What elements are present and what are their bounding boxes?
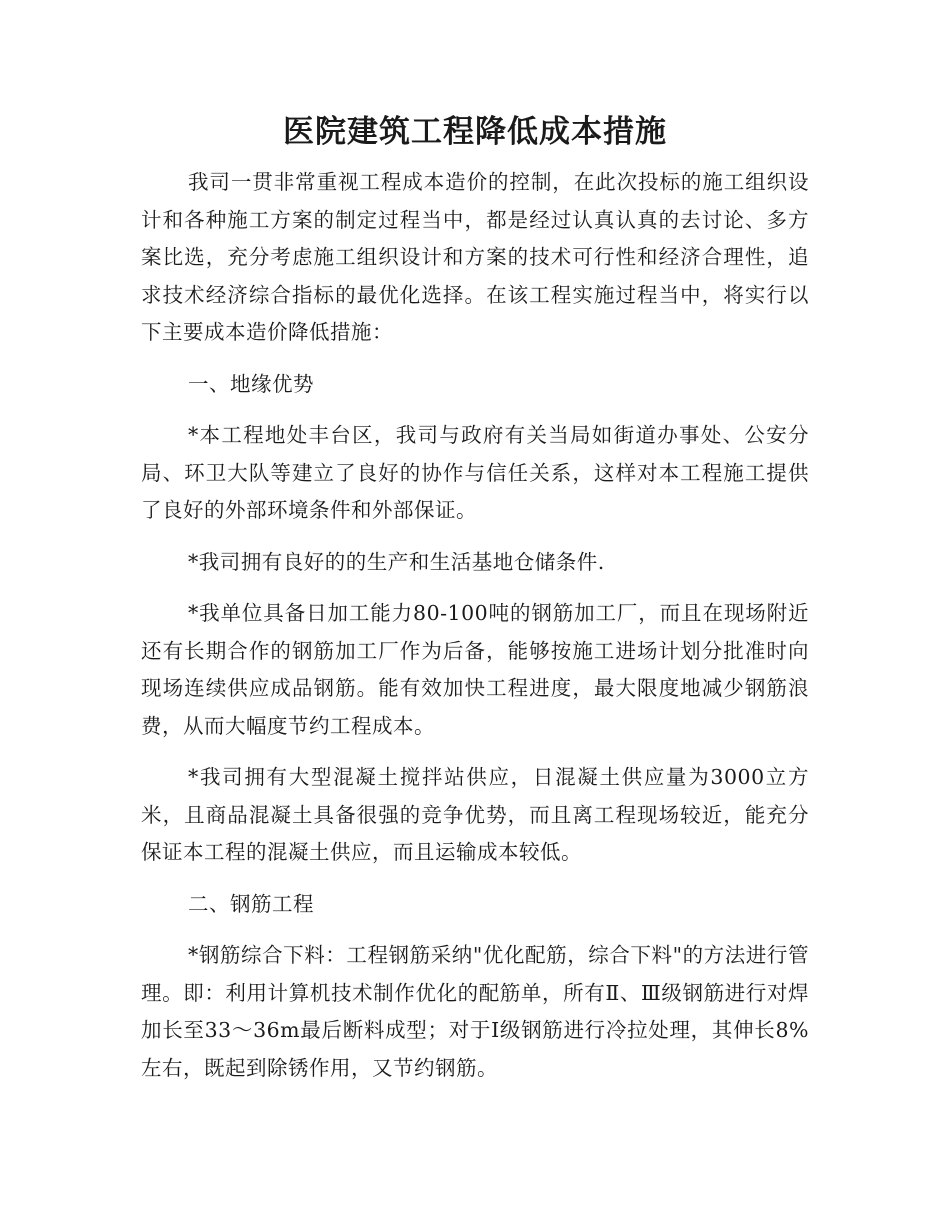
- section-heading-rebar: 二、钢筋工程: [188, 891, 314, 916]
- document-body: [141, 164, 809, 1101]
- bullet-paragraph: *我司拥有良好的的生产和生活基地仓储条件.: [188, 549, 605, 574]
- bullet-paragraph: *我单位具备日加工能力80-100吨的钢筋加工厂，而且在现场附近还有长期合作的钢筋加工厂作为后备，能够按施工进场计划分批准时向现场连续供应成品钢筋。能有效加快工程进度，最大限度地减少钢筋浪费，从而大幅度节约工程成本。: [141, 601, 809, 738]
- bullet-paragraph: *本工程地处丰台区，我司与政府有关当局如街道办事处、公安分局、环卫大队等建立了良好的协作与信任关系，这样对本工程施工提供了良好的外部环境条件和外部保证。: [141, 423, 809, 522]
- bullet-paragraph: *钢筋综合下料：工程钢筋采纳"优化配筋，综合下料"的方法进行管理。即：利用计算机技术制作优化的配筋单，所有Ⅱ、Ⅲ级钢筋进行对焊加长至33～36m最后断料成型；对于Ⅰ级钢筋进行冷拉处理，其伸长8%左右，既起到除锈作用，又节约钢筋。: [141, 943, 809, 1080]
- bullet-paragraph: *我司拥有大型混凝土搅拌站供应，日混凝土供应量为3000立方米，且商品混凝土具备很强的竞争优势，而且离工程现场较近，能充分保证本工程的混凝土供应，而且运输成本较低。: [141, 765, 809, 864]
- intro-paragraph: 我司一贯非常重视工程成本造价的控制，在此次投标的施工组织设计和各种施工方案的制定过程当中，都是经过认真认真的去讨论、多方案比选，充分考虑施工组织设计和方案的技术可行性和经济合理性，追求技术经济综合指标的最优化选择。在该工程实施过程当中，将实行以下主要成本造价降低措施：: [141, 170, 809, 344]
- document-title: 医院建筑工程降低成本措施: [283, 114, 667, 150]
- section-heading-geography: 一、地缘优势: [188, 371, 314, 396]
